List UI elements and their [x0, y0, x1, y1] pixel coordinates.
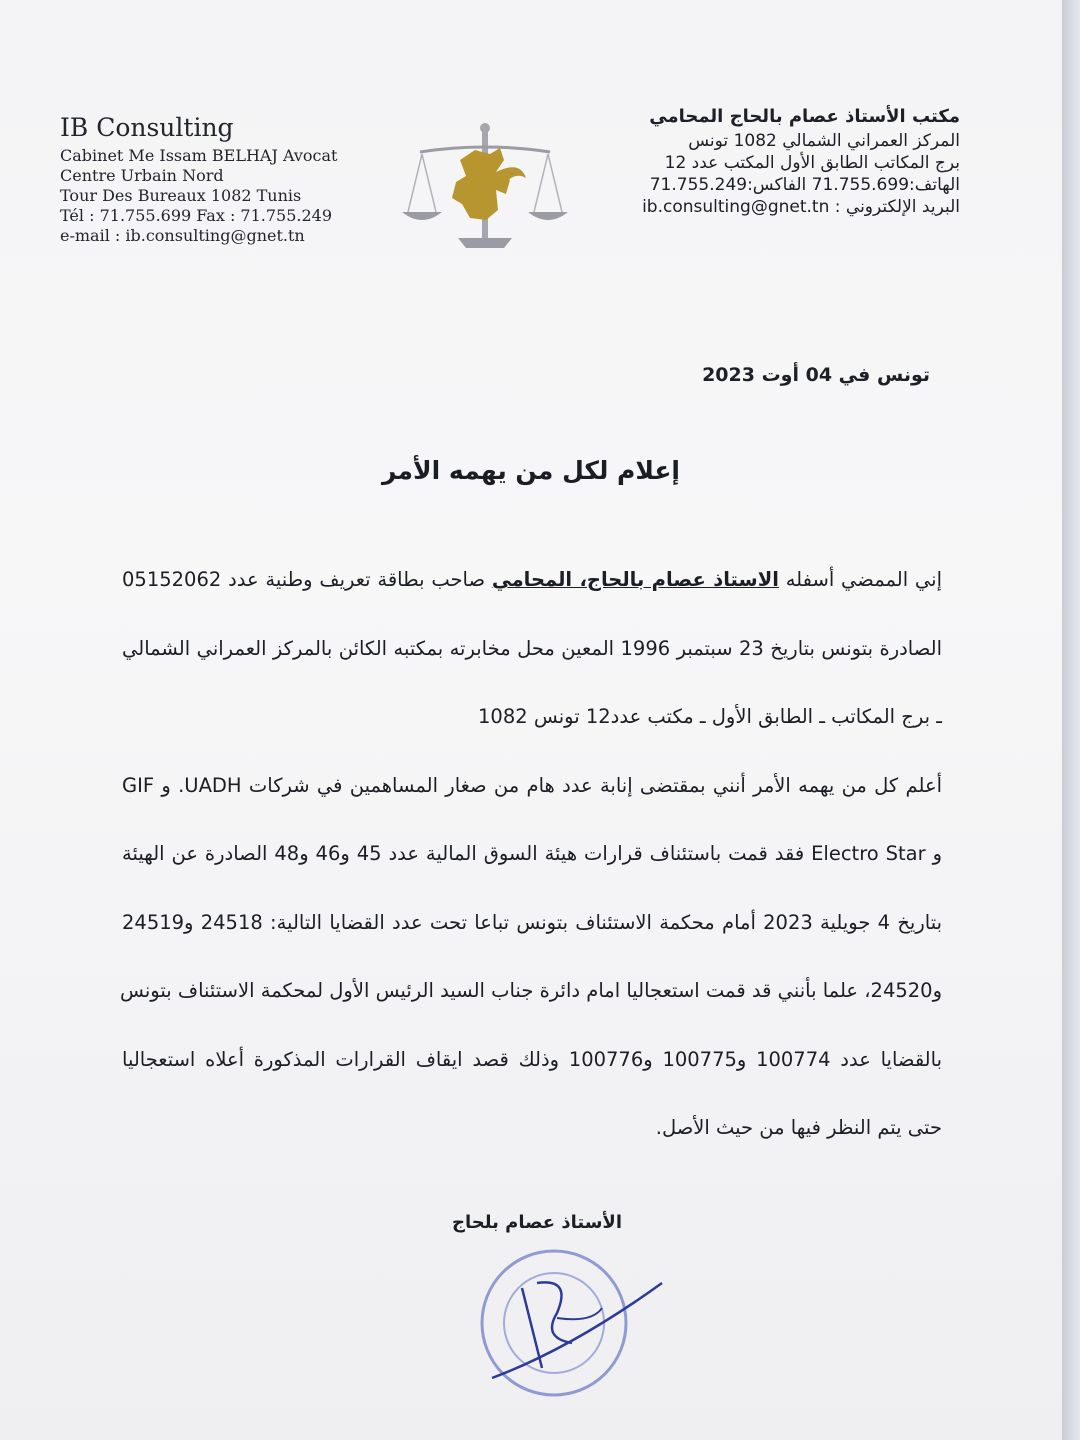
body-line: و24520، علما بأنني قد قمت استعجاليا امام دائرة جناب السيد الرئيس الأول لمحكمة الاستئناف بتونس — [120, 979, 942, 1002]
letterhead-ar-line-office: برج المكاتب الطابق الأول المكتب عدد 12 — [664, 153, 960, 173]
body-line: الصادرة بتونس بتاريخ 23 سبتمبر 1996 المعين محل مخابرته بمكتبه الكائن بالمركز العمراني الشمالي — [122, 636, 943, 660]
letter-title: إعلام لكل من يهمه الأمر — [381, 456, 680, 485]
body-line: ـ برج المكاتب ـ الطابق الأول ـ مكتب عدد12 تونس 1082 — [478, 705, 942, 728]
scales-lion-logo-icon — [400, 120, 570, 255]
lawyer-stamp-signature-icon — [462, 1228, 682, 1418]
letterhead-french — [60, 112, 337, 246]
body-line: حتى يتم النظر فيها من حيث الأصل. — [655, 1116, 942, 1139]
letterhead-ar-line-phone: الهاتف:71.755.699 الفاكس:71.755.249 — [649, 175, 960, 195]
letterhead-line-centre: Centre Urbain Nord — [60, 166, 224, 185]
letter-date: تونس في 04 أوت 2023 — [702, 364, 930, 386]
letter-body — [122, 568, 942, 1185]
letterhead-line-tour: Tour Des Bureaux 1082 Tunis — [60, 186, 302, 205]
letterhead-ar-line-email: البريد الإلكتروني : ib.consulting@gnet.tn — [642, 197, 960, 217]
letterhead-ar-line-address: المركز العمراني الشمالي 1082 تونس — [688, 131, 960, 151]
body-line: و Electro Star فقد قمت باستئناف قرارات هيئة السوق المالية عدد 45 و46 و48 الصادرة عن الهيئة — [122, 842, 942, 865]
body-line: أعلم كل من يهمه الأمر أنني بمقتضى إنابة عدد هام من صغار المساهمين في شركات UADH. و GIF — [122, 773, 942, 797]
letterhead-arabic — [630, 104, 960, 218]
signature-name: الأستاذ عصام بلحاج — [452, 1212, 622, 1233]
brand-name: IB Consulting — [60, 113, 234, 142]
letterhead-line-email: e-mail : ib.consulting@gnet.tn — [60, 226, 305, 245]
body-text: إني الممضي أسفله — [778, 568, 943, 591]
body-line: بالقضايا عدد 100774 و100775 و100776 وذلك قصد ايقاف القرارات المذكورة أعلاه استعجاليا — [122, 1047, 942, 1071]
body-text: صاحب بطاقة تعريف وطنية عدد 05152062 — [122, 568, 492, 591]
letterhead-line-cabinet: Cabinet Me Issam BELHAJ Avocat — [60, 146, 338, 165]
office-name: مكتب الأستاذ عصام بالحاج المحامي — [649, 106, 960, 127]
body-line — [122, 568, 942, 637]
lawyer-name: الاستاذ عصام بالحاج، المحامي — [491, 568, 779, 591]
page-edge-shadow — [1062, 0, 1080, 1440]
letterhead-line-phone: Tél : 71.755.699 Fax : 71.755.249 — [60, 206, 333, 225]
body-line: بتاريخ 4 جويلية 2023 أمام محكمة الاستئناف بتونس تباعا تحت عدد القضايا التالية: 24518 و24519 — [122, 910, 943, 934]
